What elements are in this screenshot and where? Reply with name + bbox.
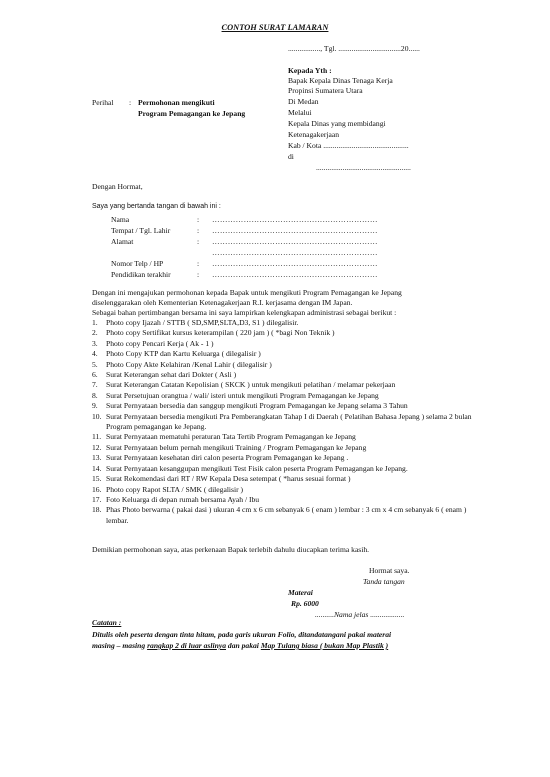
list-number: 9. — [92, 401, 98, 411]
body-paragraph-line: diselenggarakan oleh Kementerian Ketenagakerjaan R.I. kerjasama dengan IM Japan. — [92, 298, 353, 307]
perihal-label: Perihal — [92, 98, 114, 107]
field-label: Nama — [111, 215, 130, 224]
perihal-subject: Permohonan mengikuti — [138, 98, 215, 107]
catatan-line: Ditulis oleh peserta dengan tinta hitam, pada garis ukuran Folio, ditandatangani pakai materai — [92, 630, 392, 639]
recipient-line: Propinsi Sumatera Utara — [288, 86, 363, 95]
catatan-underlined-text: rangkap 2 di luar aslinya — [147, 641, 226, 650]
catatan-text: masing – masing — [92, 641, 148, 650]
list-number: 18. — [92, 505, 102, 515]
field-label: Nomor Telp / HP — [111, 259, 164, 268]
list-number: 11. — [92, 432, 102, 442]
recipient-line: Ketenagakerjaan — [288, 130, 340, 139]
field-blank: ……………………………………………………… — [212, 226, 378, 235]
date-line: ................., Tgl. .................................20...... — [288, 44, 420, 53]
recipient-heading: Kepada Yth : — [288, 66, 332, 75]
list-item — [92, 349, 482, 359]
list-item — [92, 412, 482, 433]
field-colon: : — [197, 215, 200, 224]
closing-sentence: Demikian permohonan saya, atas perkenaan Bapak terlebih dahulu diucapkan terima kasih. — [92, 545, 370, 554]
list-item — [92, 370, 482, 380]
field-blank: ……………………………………………………… — [212, 248, 378, 257]
list-text: Surat Pernyataan kesanggupan mengikuti Test Fisik calon peserta Program Pemagangan ke Jepang. — [106, 463, 408, 473]
signature-name-line: ..........Nama jelas .................. — [315, 610, 405, 619]
field-blank: ……………………………………………………… — [212, 259, 378, 268]
list-item — [92, 401, 482, 411]
signature-hormat: Hormat saya. — [369, 566, 410, 575]
list-number: 10. — [92, 411, 102, 421]
list-text: Photo Copy KTP dan Kartu Keluarga ( dilegalisir ) — [106, 349, 261, 359]
list-item — [92, 360, 482, 370]
catatan-heading: Catatan : — [92, 618, 122, 627]
list-text: Surat Rekomendasi dari RT / RW Kepala Desa setempat ( *harus sesuai format ) — [106, 474, 351, 484]
recipient-line: Kepala Dinas yang membidangi — [288, 119, 386, 128]
perihal-subject: Program Pemagangan ke Jepang — [138, 109, 246, 118]
list-item — [92, 328, 482, 338]
field-blank: ……………………………………………………… — [212, 237, 378, 246]
list-text: Surat Pernyataan bersedia mengikuti Pra Pemberangkatan Tahap I di Daerah ( Pelatihan Bahasa Jepang ) selama 2 bulan Program pemagangan ke Jepang. — [106, 411, 472, 432]
greeting: Dengan Hormat, — [92, 182, 143, 191]
catatan-text: dan pakai — [226, 641, 261, 650]
list-number: 1. — [92, 318, 98, 327]
list-number: 5. — [92, 359, 98, 369]
list-item — [92, 432, 482, 442]
list-item — [92, 505, 482, 526]
catatan-underlined-text: Map Tulang biasa ( bukan Map Plastik ) — [260, 641, 389, 650]
list-item — [92, 339, 482, 349]
attachment-list — [92, 318, 482, 526]
list-item — [92, 443, 482, 453]
field-colon: : — [197, 226, 200, 235]
list-text: Photo copy Pencari Kerja ( Ak - 1 ) — [106, 338, 214, 348]
list-number: 3. — [92, 338, 98, 348]
field-colon: : — [197, 270, 200, 279]
field-colon: : — [197, 259, 200, 268]
body-paragraph-line: Dengan ini mengajukan permohonan kepada Bapak untuk mengikuti Program Pemagangan ke Jepang — [92, 288, 402, 297]
field-blank: ……………………………………………………… — [212, 270, 378, 279]
field-label: Alamat — [111, 237, 134, 246]
list-number: 16. — [92, 484, 102, 494]
field-label: Tempat / Tgl. Lahir — [111, 226, 171, 235]
recipient-line: Kab / Kota ............................................. — [288, 141, 409, 150]
list-number: 14. — [92, 463, 102, 473]
list-number: 2. — [92, 328, 98, 338]
materai-amount: Rp. 6000 — [291, 599, 319, 608]
list-text: Surat Pernyataan belum pernah mengikuti Training / Program Pemagangan ke Jepang — [106, 442, 367, 452]
recipient-line: di — [288, 152, 294, 161]
list-text: Surat Keterangan Catatan Kepolisian ( SKCK ) untuk mengikuti pelatihan / melamar pekerjaan — [106, 380, 396, 390]
recipient-line: Bapak Kepala Dinas Tenaga Kerja — [288, 76, 393, 85]
list-item — [92, 318, 482, 328]
list-number: 6. — [92, 370, 98, 380]
list-text: Photo Copy Akte Kelahiran /Kenal Lahir ( dilegalisir ) — [106, 359, 272, 369]
list-text: Foto Keluarga di depan rumah bersama Ayah / Ibu — [106, 494, 260, 504]
list-text: Photo copy Ijazah / STTB ( SD,SMP,SLTA,D3, S1 ) dilegalisir. — [106, 318, 299, 327]
body-paragraph-line: Sebagai bahan pertimbangan bersama ini saya lampirkan kelengkapan administrasi sebagai berikut : — [92, 308, 397, 317]
list-number: 12. — [92, 442, 102, 452]
list-text: Surat Pernyataan kesehatan diri calon peserta Program Pemagangan ke Jepang . — [106, 453, 349, 463]
list-text: Surat Keterangan sehat dari Dokter ( Asli ) — [106, 370, 237, 380]
field-colon: : — [197, 237, 200, 246]
catatan-line — [92, 641, 388, 651]
list-item — [92, 474, 482, 484]
list-number: 13. — [92, 453, 102, 463]
list-item — [92, 464, 482, 474]
recipient-line: Melalui — [288, 108, 312, 117]
list-number: 8. — [92, 390, 98, 400]
field-label: Pendidikan terakhir — [111, 270, 171, 279]
list-item — [92, 453, 482, 463]
letter-title: CONTOH SURAT LAMARAN — [221, 23, 329, 32]
perihal-colon: : — [129, 98, 132, 107]
recipient-line: Di Medan — [288, 97, 319, 106]
list-number: 7. — [92, 380, 98, 390]
list-text: Phas Photo berwarna ( pakai dasi ) ukuran 4 cm x 6 cm sebanyak 6 ( enam ) lembar : 3 cm x 4 cm sebanyak 6 ( enam ) lembar. — [106, 505, 467, 525]
list-number: 4. — [92, 349, 98, 359]
recipient-line: .................................................. — [316, 163, 411, 172]
list-item — [92, 495, 482, 505]
list-item — [92, 391, 482, 401]
list-text: Photo copy Rapot SLTA / SMK ( dilegalisir ) — [106, 484, 244, 494]
list-number: 15. — [92, 474, 102, 484]
materai-label: Materai — [288, 588, 313, 597]
list-text: Photo copy Sertifikat kursus keterampilan ( 220 jam ) ( *bagi Non Teknik ) — [106, 328, 335, 338]
intro-text: Saya yang bertanda tangan di bawah ini : — [92, 203, 221, 210]
list-number: 17. — [92, 494, 102, 504]
list-item — [92, 380, 482, 390]
list-text: Surat Pernyataan bersedia dan sanggup mengikuti Program Pemagangan ke Jepang selama 3 Tahun — [106, 401, 408, 411]
list-text: Surat Pernyataan mematuhi peraturan Tata Tertib Program Pemagangan ke Jepang — [106, 432, 356, 442]
list-text: Surat Persetujuan orangtua / wali/ isteri untuk mengikuti Program Pemagangan ke Jepang — [106, 390, 379, 400]
signature-tanda-tangan: Tanda tangan — [363, 577, 405, 586]
list-item — [92, 485, 482, 495]
field-blank: ……………………………………………………… — [212, 215, 378, 224]
